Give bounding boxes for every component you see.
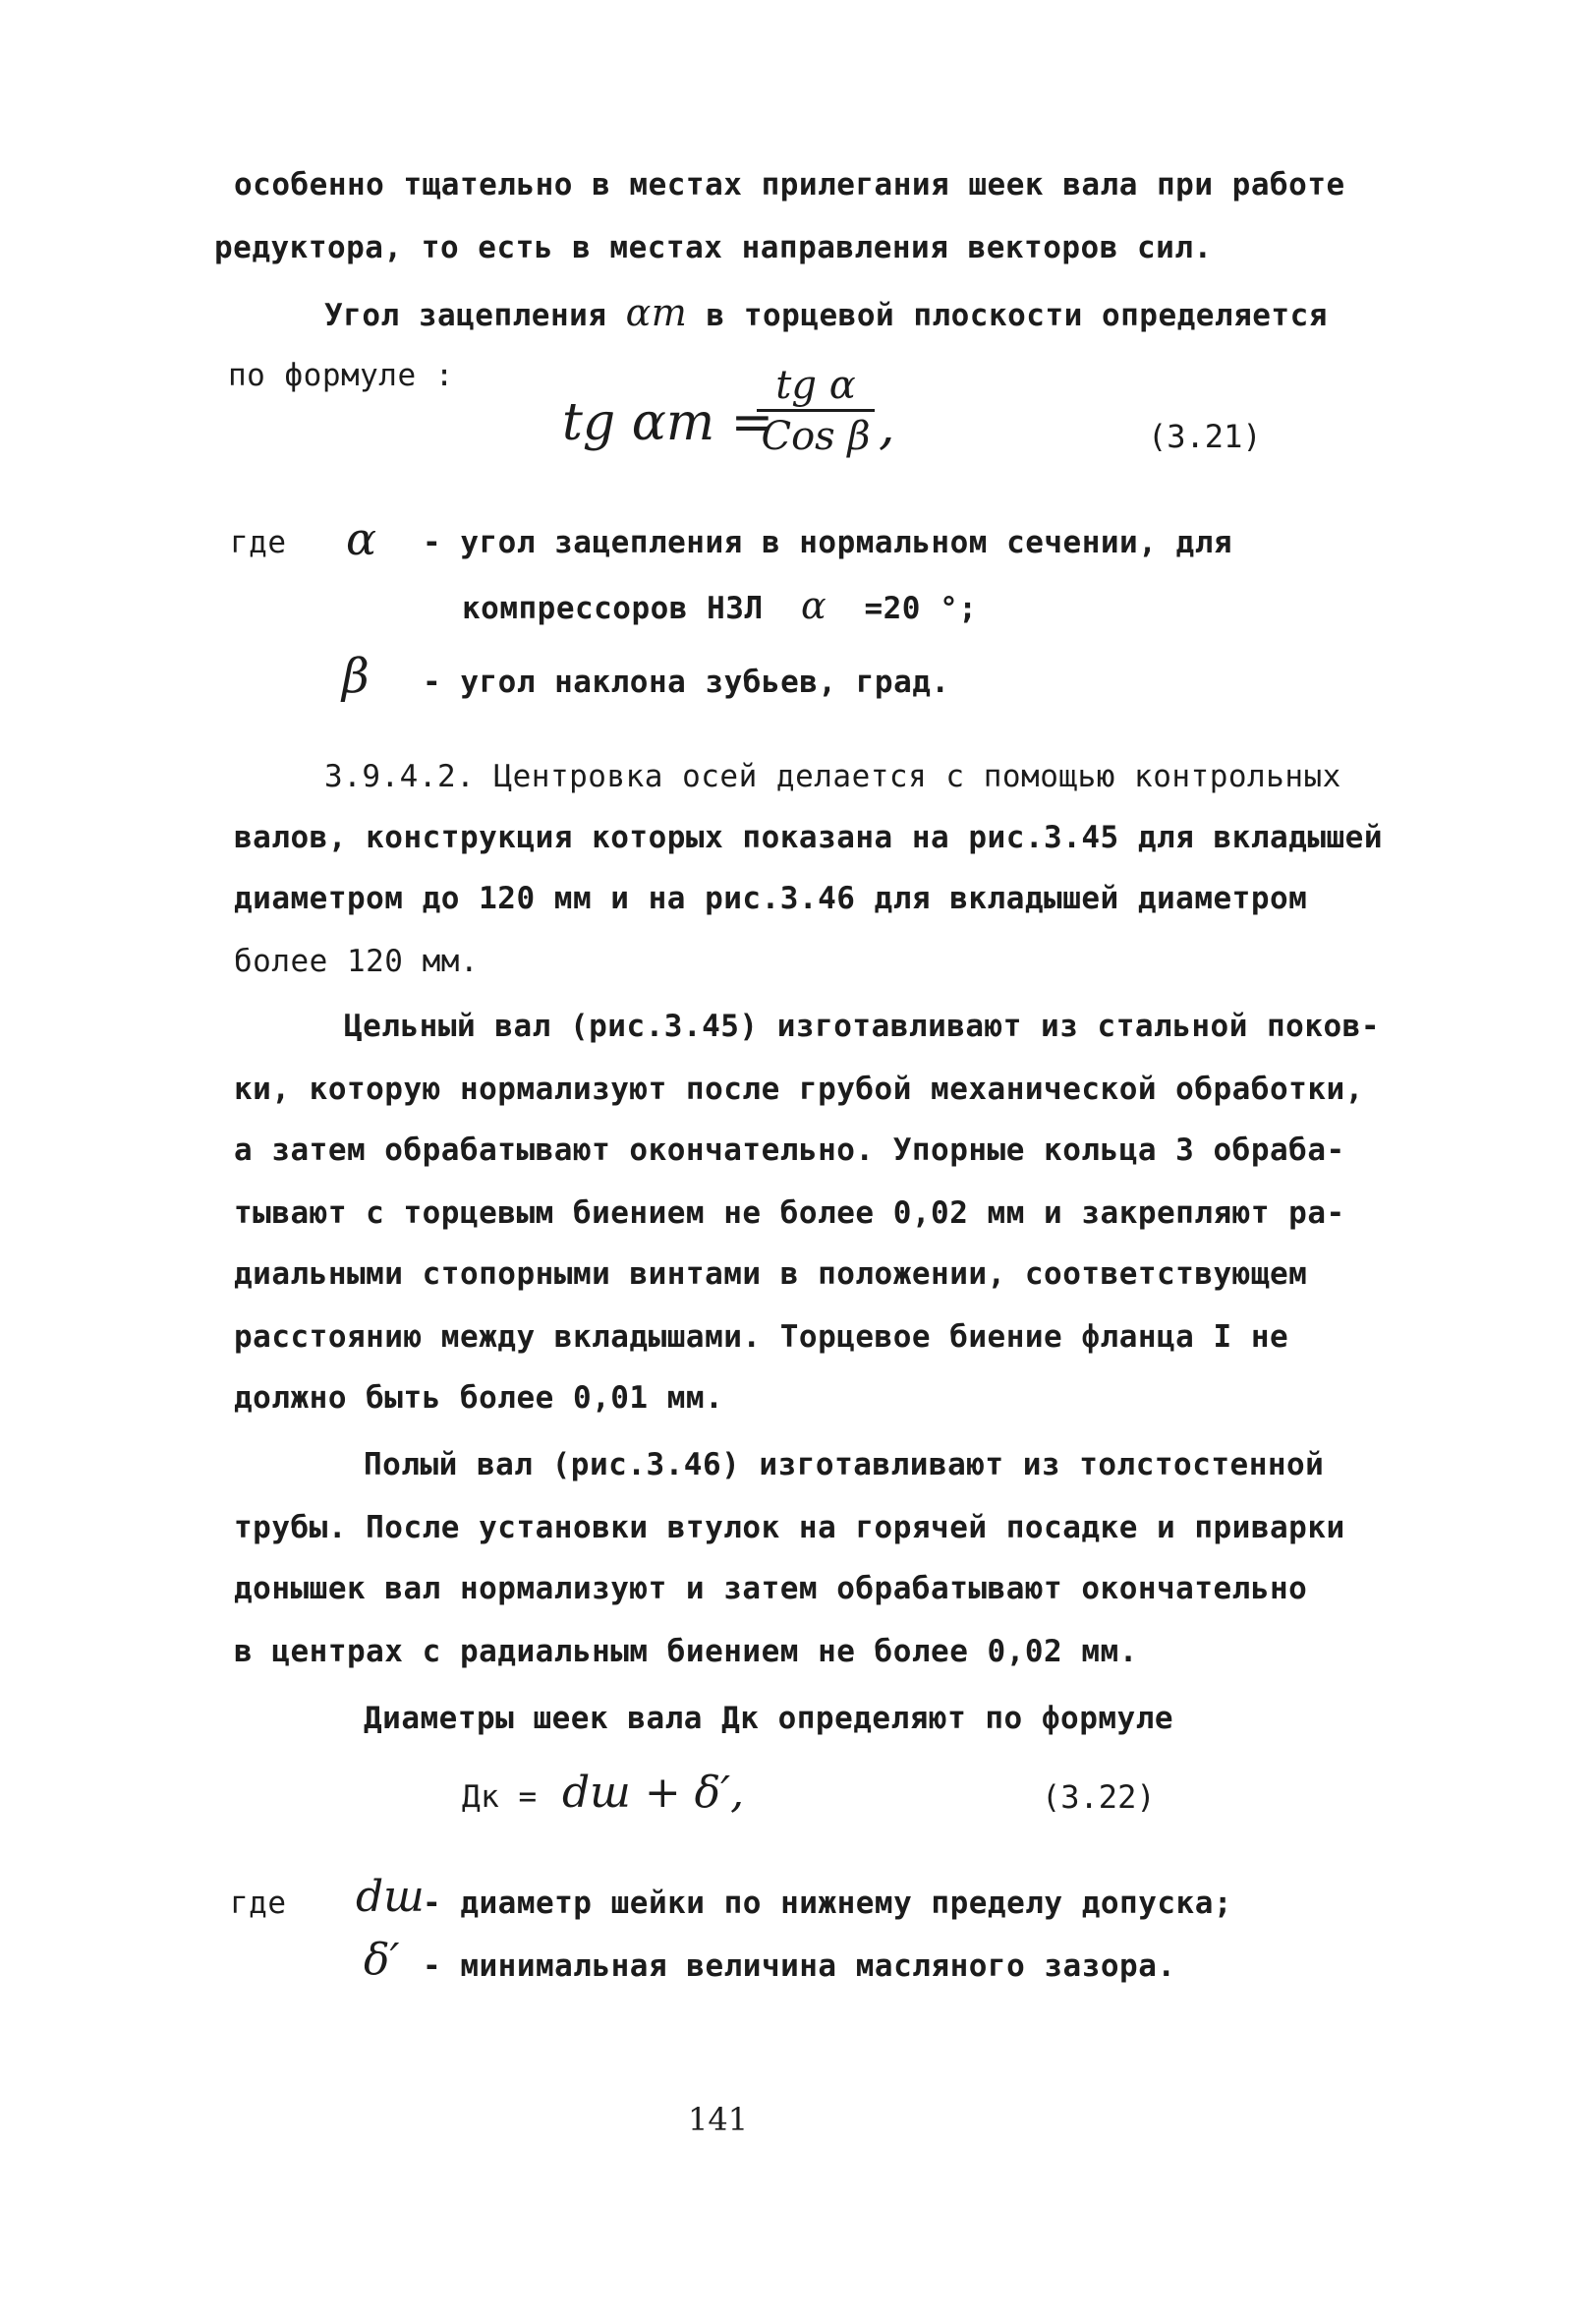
formula-321-comma: ,: [879, 397, 895, 456]
where-1-definition-1-line-1: - угол зацепления в нормальном сечении, для: [423, 525, 1233, 560]
paragraph-6-line-1: Диаметры шеек вала Дк определяют по формуле: [364, 1701, 1174, 1736]
paragraph-3-line-2: валов, конструкция которых показана на рис.3.45 для вкладышей: [234, 820, 1383, 855]
paragraph-5-line-1: Полый вал (рис.3.46) изготавливают из толстостенной: [364, 1447, 1325, 1482]
paragraph-4-line-7: должно быть более 0,01 мм.: [234, 1380, 724, 1416]
delta-prime-symbol: δ′: [364, 1935, 400, 1985]
paragraph-1-line-1: особенно тщательно в местах прилегания шеек вала при работе: [234, 167, 1345, 203]
where-1-label: где: [230, 525, 287, 560]
where-1-definition-1-line-2: [462, 586, 977, 628]
alpha-m-symbol: αm: [625, 291, 688, 334]
text-segment: Угол зацепления: [324, 298, 607, 333]
formula-321-fraction: [757, 364, 875, 459]
text-segment: в торцевой плоскости определяется: [706, 298, 1328, 333]
where-1-definition-2: - угол наклона зубьев, град.: [423, 665, 950, 700]
paragraph-5-line-4: в центрах с радиальным биением не более 0,02 мм.: [234, 1634, 1138, 1669]
paragraph-4-line-1: Цельный вал (рис.3.45) изготавливают из стальной поков-: [344, 1009, 1380, 1044]
paragraph-3-line-1: 3.9.4.2. Центровка осей делается с помощью контрольных: [324, 759, 1341, 794]
paragraph-5-line-2: трубы. После установки втулок на горячей посадке и приварки: [234, 1510, 1345, 1545]
where-2-definition-1: - диаметр шейки по нижнему пределу допуска;: [423, 1886, 1233, 1921]
paragraph-4-line-5: диальными стопорными винтами в положении, соответствующем: [234, 1256, 1308, 1292]
formula-321-number: (3.21): [1148, 418, 1262, 455]
paragraph-4-line-4: тывают с торцевым биением не более 0,02 мм и закрепляют ра-: [234, 1195, 1345, 1231]
formula-322-lhs: Дк =: [462, 1779, 538, 1815]
paragraph-3-line-4: более 120 мм.: [234, 944, 480, 979]
text-segment: компрессоров НЗЛ: [462, 591, 764, 626]
formula-321-lhs: tg αm =: [562, 393, 774, 452]
paragraph-5-line-3: донышек вал нормализуют и затем обрабатывают окончательно: [234, 1571, 1308, 1606]
d-sh-symbol: dш: [356, 1872, 425, 1922]
formula-321-numerator: tg α: [775, 363, 856, 408]
fraction-bar: [757, 409, 875, 412]
paragraph-4-line-3: а затем обрабатывают окончательно. Упорные кольца 3 обраба-: [234, 1132, 1345, 1168]
where-2-definition-2: - минимальная величина масляного зазора.: [423, 1948, 1176, 1984]
text-segment: =20 °;: [864, 591, 978, 626]
formula-321-denominator: Cos β: [761, 414, 871, 459]
alpha-symbol: α: [800, 584, 827, 627]
paragraph-2-line-1: [324, 293, 1328, 335]
paragraph-4-line-6: расстоянию между вкладышами. Торцевое биение фланца I не: [234, 1319, 1289, 1355]
beta-symbol: β: [342, 649, 370, 704]
formula-322-rhs: dш + δ′,: [562, 1768, 745, 1818]
where-2-label: где: [230, 1886, 287, 1921]
paragraph-1-line-2: редуктора, то есть в местах направления векторов сил.: [214, 230, 1213, 265]
paragraph-2-line-2: по формуле :: [228, 358, 454, 393]
alpha-symbol: α: [346, 512, 377, 565]
paragraph-3-line-3: диаметром до 120 мм и на рис.3.46 для вкладышей диаметром: [234, 881, 1308, 916]
formula-322-number: (3.22): [1042, 1778, 1156, 1816]
paragraph-4-line-2: ки, которую нормализуют после грубой механической обработки,: [234, 1072, 1364, 1107]
page-number: 141: [688, 2101, 749, 2138]
